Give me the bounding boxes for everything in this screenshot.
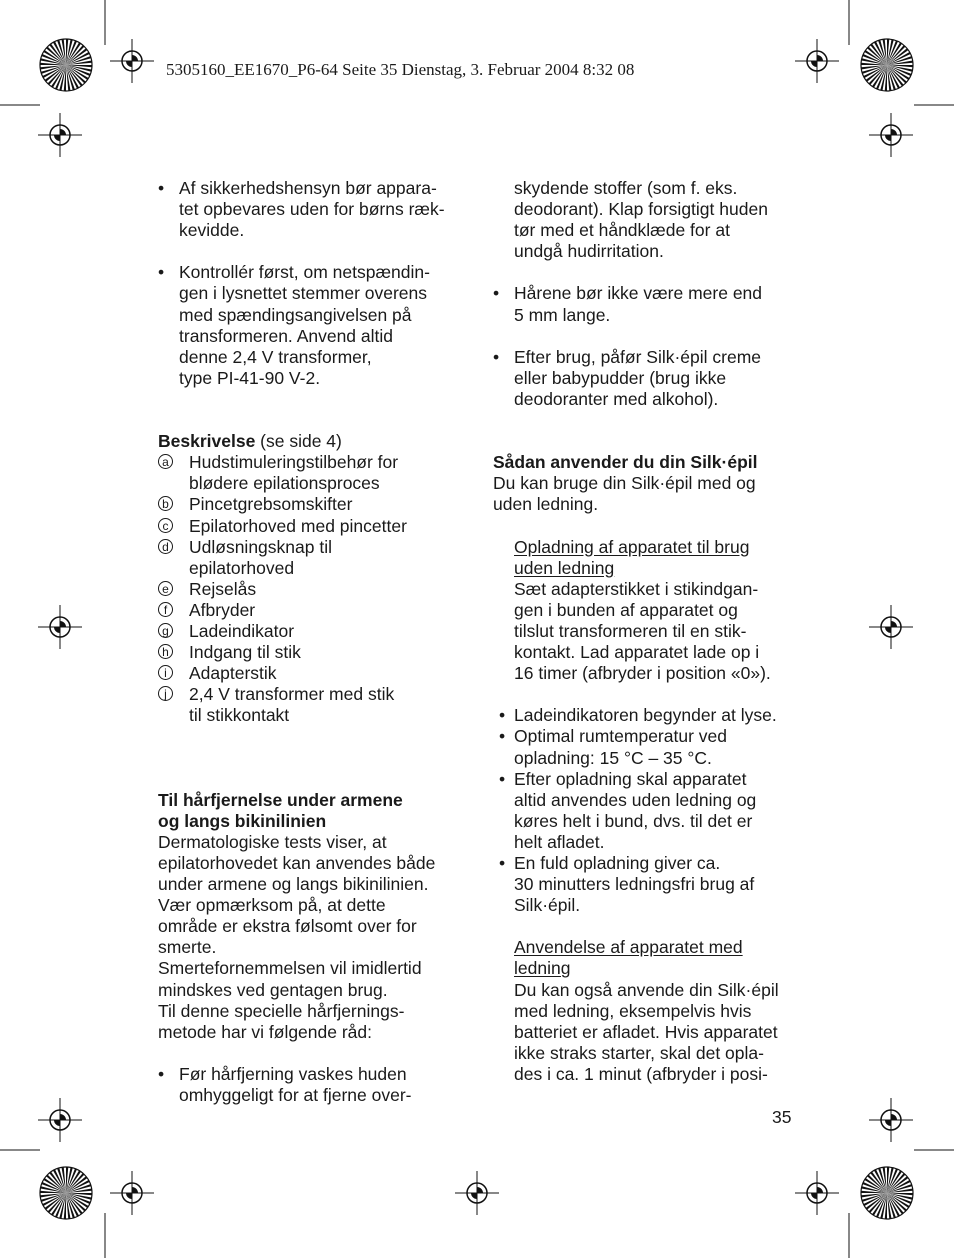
- bullet-mark: •: [158, 262, 165, 283]
- line: med spændingsangivelsen på: [179, 304, 412, 325]
- description-heading: [158, 431, 463, 452]
- line: Hudstimuleringstilbehør for: [189, 452, 399, 473]
- item-text: [189, 537, 332, 579]
- charging-title: Opladning af apparatet til brug: [514, 536, 750, 557]
- page-number: 35: [772, 1107, 792, 1127]
- continuation-text: [493, 178, 793, 262]
- line: deodoranter med alkohol).: [514, 388, 719, 409]
- starburst-wedge: [66, 65, 92, 67]
- line: Optimal rumtemperatur ved: [514, 726, 727, 747]
- starburst-wedge: [887, 65, 913, 67]
- bullet-text: [514, 769, 756, 853]
- line: kontakt. Lad apparatet lade op i: [514, 642, 760, 663]
- crosshair-fill: [885, 1114, 897, 1126]
- line: tør med et håndklæde for at: [514, 220, 730, 241]
- line: Afbryder: [189, 599, 256, 620]
- line: Udløsningsknap til: [189, 536, 332, 557]
- bullet-mark: •: [158, 1063, 165, 1084]
- after-use-bullet: [493, 347, 793, 410]
- line: kevidde.: [179, 220, 245, 241]
- bullet-text: [514, 853, 754, 916]
- description-item: [158, 579, 463, 600]
- line: Hårene bør ikke være mere end: [514, 283, 763, 304]
- item-marker: [158, 600, 189, 621]
- line: Til denne specielle hårfjernings-: [158, 1000, 405, 1021]
- bullet-mark: •: [499, 768, 506, 789]
- item-text: [189, 516, 407, 537]
- crosshair-fill: [54, 129, 66, 141]
- item-text: [189, 452, 398, 494]
- line: tilslut transformeren til en stik-: [514, 620, 747, 641]
- crosshair-fill: [471, 1187, 483, 1199]
- item-marker: [158, 537, 189, 579]
- line: Efter brug, påfør Silk·épil creme: [514, 346, 762, 367]
- line: Smertefornemmelsen vil imidlertid: [158, 958, 422, 979]
- starburst-wedge: [66, 1167, 68, 1193]
- line: til stikkontakt: [189, 705, 290, 726]
- starburst-wedge: [66, 39, 68, 65]
- bullet-mark: •: [499, 726, 506, 747]
- line: opladning: 15 °C – 35 °C.: [514, 747, 712, 768]
- hair-length-bullet: [493, 283, 793, 325]
- charging-body: [514, 579, 793, 684]
- safety-bullet-2: [158, 262, 463, 389]
- starburst-wedge: [885, 1193, 887, 1219]
- line: epilatorhoved: [189, 557, 295, 578]
- starburst-wedge: [40, 63, 66, 65]
- line: gen i bunden af apparatet og: [514, 599, 738, 620]
- line: mindskes ved gentagen brug.: [158, 979, 388, 1000]
- hair-removal-body: [158, 832, 463, 1043]
- item-text: [189, 684, 394, 726]
- print-header: 5305160_EE1670_P6-64 Seite 35 Dienstag, 3. Februar 2004 8:32 08: [166, 60, 635, 79]
- line: under armene og langs bikinilinien.: [158, 874, 429, 895]
- line: epilatorhovedet kan anvendes både: [158, 853, 436, 873]
- item-text: [189, 600, 255, 621]
- line: Vær opmærksom på, at dette: [158, 895, 386, 916]
- starburst-wedge: [40, 1191, 66, 1193]
- circled-letter: f: [158, 602, 173, 617]
- bullet-mark: •: [158, 178, 165, 198]
- line: altid anvendes uden ledning og: [514, 789, 757, 810]
- item-marker: [158, 621, 189, 642]
- circled-letter: g: [158, 623, 173, 638]
- description-item: [158, 663, 463, 684]
- line: eller babypudder (brug ikke: [514, 367, 727, 388]
- starburst-wedge: [887, 39, 889, 65]
- crosshair-fill: [54, 1114, 66, 1126]
- line: omhyggeligt for at fjerne over-: [179, 1085, 412, 1106]
- line: tet opbevares uden for børns ræk-: [179, 199, 445, 220]
- circled-letter: j: [158, 686, 173, 701]
- line: Ladeindikator: [189, 620, 295, 641]
- crosshair-fill: [811, 55, 823, 67]
- right-column: [493, 178, 793, 1085]
- item-text: [189, 494, 352, 515]
- item-marker: [158, 642, 189, 663]
- line: transformeren. Anvend altid: [179, 325, 394, 346]
- line: Dermatologiske tests viser, at: [158, 831, 387, 852]
- charging-title-2: uden ledning: [514, 557, 615, 578]
- corded-section: [493, 937, 793, 1085]
- starburst-wedge: [885, 65, 887, 91]
- line: Epilatorhoved med pincetter: [189, 515, 407, 536]
- circled-letter: d: [158, 539, 173, 554]
- item-marker: [158, 663, 189, 684]
- line: 2,4 V transformer med stik: [189, 684, 395, 705]
- line: batteriet er afladet. Hvis apparatet: [514, 1021, 778, 1042]
- bullet-mark: •: [499, 705, 506, 726]
- description-item: [158, 494, 463, 515]
- item-marker: [158, 684, 189, 726]
- charging-bullets: [493, 705, 793, 916]
- crosshair-fill: [54, 621, 66, 633]
- line: smerte.: [158, 937, 217, 958]
- bullet-mark: •: [499, 853, 506, 873]
- line: gen i lysnettet stemmer overens: [179, 283, 428, 304]
- description-item: [158, 537, 463, 579]
- item-marker: [158, 494, 189, 515]
- line: Før hårfjerning vaskes huden: [179, 1063, 407, 1084]
- starburst-wedge: [861, 63, 887, 65]
- line: blødere epilationsproces: [189, 473, 380, 494]
- line: undgå hudirritation.: [514, 241, 664, 262]
- description-list: [158, 452, 463, 726]
- line: helt afladet.: [514, 831, 605, 852]
- starburst-wedge: [887, 1167, 889, 1193]
- line: Af sikkerhedshensyn bør appara-: [179, 178, 437, 198]
- description-item: [158, 516, 463, 537]
- charging-bullet: [493, 853, 793, 916]
- line: Pincetgrebsomskifter: [189, 494, 353, 515]
- starburst-wedge: [887, 1193, 913, 1195]
- usage-intro-line: Du kan bruge din Silk·épil med og: [493, 473, 756, 494]
- line: 30 minutters ledningsfri brug af: [514, 874, 755, 895]
- description-title: Beskrivelse: [158, 431, 256, 452]
- line: Efter opladning skal apparatet: [514, 768, 747, 789]
- bullet-text: [514, 705, 777, 726]
- crosshair-fill: [885, 129, 897, 141]
- description-item: [158, 452, 463, 494]
- left-column: [158, 178, 463, 1106]
- line: metode har vi følgende råd:: [158, 1021, 373, 1042]
- circled-letter: a: [158, 454, 173, 469]
- description-reference: (se side 4): [255, 431, 342, 452]
- line: Kontrollér først, om netspændin-: [179, 262, 430, 283]
- line: ikke straks starter, skal det opla-: [514, 1042, 764, 1063]
- line: med ledning, eksempelvis hvis: [514, 1000, 752, 1021]
- line: denne 2,4 V transformer,: [179, 346, 372, 367]
- circled-letter: e: [158, 581, 173, 596]
- hair-removal-bullet: [158, 1064, 463, 1106]
- line: Silk·épil.: [514, 895, 581, 916]
- line: skydende stoffer (som f. eks.: [514, 178, 738, 198]
- circled-letter: b: [158, 496, 173, 511]
- circled-letter: c: [158, 518, 173, 533]
- corded-title-2: ledning: [514, 958, 571, 979]
- charging-bullet: [493, 769, 793, 853]
- line: Adapterstik: [189, 663, 277, 684]
- line: Ladeindikatoren begynder at lyse.: [514, 705, 777, 726]
- bullet-text: [514, 726, 727, 768]
- corded-title: Anvendelse af apparatet med: [514, 937, 743, 958]
- item-text: [189, 642, 301, 663]
- corded-body: [514, 980, 793, 1085]
- line: område er ekstra følsomt over for: [158, 916, 417, 937]
- line: deodorant). Klap forsigtigt huden: [514, 199, 768, 220]
- line: Indgang til stik: [189, 642, 301, 663]
- safety-bullet-1: [158, 178, 463, 241]
- starburst-wedge: [64, 65, 66, 91]
- line: 5 mm lange.: [514, 304, 611, 325]
- item-marker: [158, 452, 189, 494]
- starburst-wedge: [64, 1193, 66, 1219]
- description-item: [158, 684, 463, 726]
- line: Du kan også anvende din Silk·épil: [514, 979, 779, 1000]
- charging-bullet: [493, 705, 793, 726]
- charging-bullet: [493, 726, 793, 768]
- bullet-mark: •: [493, 283, 500, 304]
- item-marker: [158, 579, 189, 600]
- crosshair-fill: [885, 621, 897, 633]
- hair-removal-heading-2: og langs bikinilinien: [158, 810, 327, 831]
- usage-intro-line: uden ledning.: [493, 494, 599, 515]
- line: Sæt adapterstikket i stikindgan-: [514, 578, 759, 599]
- crosshair-fill: [126, 55, 138, 67]
- item-text: [189, 621, 294, 642]
- bullet-mark: •: [493, 346, 500, 367]
- line: des i ca. 1 minut (afbryder i posi-: [514, 1063, 768, 1084]
- item-marker: [158, 516, 189, 537]
- description-item: [158, 621, 463, 642]
- circled-letter: i: [158, 665, 173, 680]
- description-item: [158, 600, 463, 621]
- line: Rejselås: [189, 578, 257, 599]
- charging-section: [493, 537, 793, 685]
- crosshair-fill: [126, 1187, 138, 1199]
- starburst-wedge: [66, 1193, 92, 1195]
- starburst-wedge: [861, 1191, 887, 1193]
- item-text: [189, 663, 277, 684]
- line: En fuld opladning giver ca.: [514, 853, 721, 873]
- hair-removal-heading: Til hårfjernelse under armene: [158, 789, 403, 810]
- line: 16 timer (afbryder i position «0»).: [514, 663, 771, 684]
- line: køres helt i bund, dvs. til det er: [514, 810, 753, 831]
- item-text: [189, 579, 256, 600]
- crosshair-fill: [811, 1187, 823, 1199]
- line: type PI-41-90 V-2.: [179, 367, 321, 388]
- usage-heading: Sådan anvender du din Silk·épil: [493, 452, 758, 473]
- circled-letter: h: [158, 644, 173, 659]
- description-item: [158, 642, 463, 663]
